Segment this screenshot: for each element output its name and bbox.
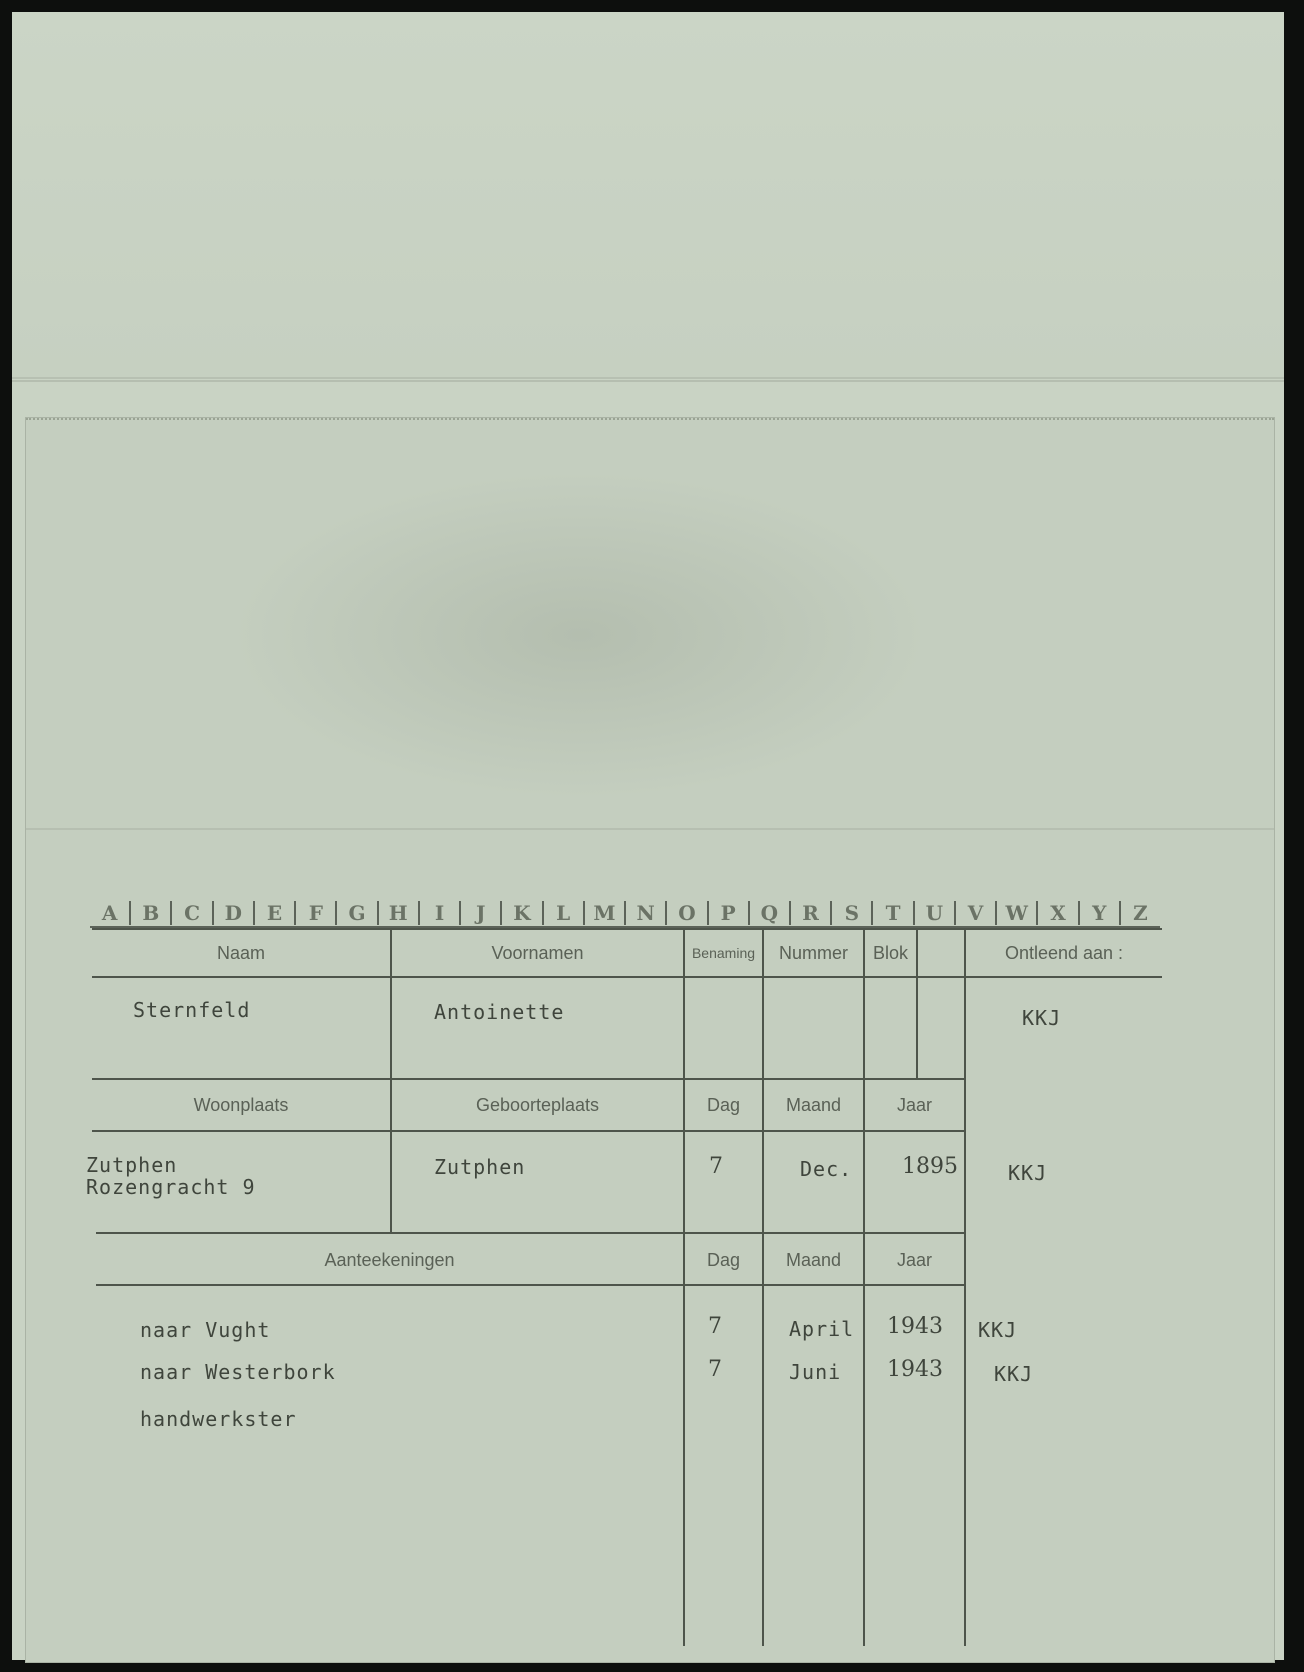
col-divider-blok <box>916 928 918 1078</box>
rule-row2 <box>96 1232 964 1234</box>
rule-row1 <box>92 1078 964 1080</box>
rule-header2 <box>92 1130 964 1132</box>
alphabet-tab: I <box>418 901 459 925</box>
value-geboorte-jaar: 1895 <box>902 1154 958 1179</box>
col-divider-naam <box>390 928 392 1232</box>
note-bron: KKJ <box>978 1318 1018 1342</box>
header-aanteekeningen: Aanteekeningen <box>324 1250 455 1270</box>
note-dag: 7 <box>708 1314 722 1339</box>
header-blok: Blok <box>872 943 908 963</box>
alphabet-tab: G <box>335 901 376 925</box>
col-divider-ontleend <box>964 928 966 1646</box>
note-dag: 7 <box>708 1357 722 1382</box>
alphabet-tab: C <box>170 901 211 925</box>
header-benaming: Benaming <box>691 945 756 961</box>
alphabet-tab: Q <box>748 901 789 925</box>
value-geboorte-maand: Dec. <box>800 1157 853 1181</box>
alphabet-tab: T <box>871 901 912 925</box>
rule-header1 <box>92 976 1162 978</box>
col-divider-nummer <box>863 928 865 1646</box>
alphabet-tab: V <box>954 901 995 925</box>
col-divider-voornamen <box>683 928 685 1646</box>
alphabet-tab: K <box>500 901 541 925</box>
note-text: handwerkster <box>140 1407 297 1431</box>
alphabet-tab: Y <box>1078 901 1119 925</box>
alphabet-tab: U <box>913 901 954 925</box>
alphabet-tab: M <box>583 901 624 925</box>
rule-header3 <box>96 1284 964 1286</box>
header-jaar: Jaar <box>896 1250 932 1270</box>
note-maand: April <box>789 1317 855 1341</box>
alphabet-tab: A <box>101 901 118 925</box>
alphabet-tab: L <box>542 901 583 925</box>
alphabet-tab: J <box>459 901 500 925</box>
value-ontleend: KKJ <box>1008 1161 1048 1185</box>
alphabet-tab: R <box>789 901 830 925</box>
value-geboorte-dag: 7 <box>709 1154 723 1179</box>
alphabet-tab: E <box>253 901 294 925</box>
note-maand: Juni <box>789 1360 842 1384</box>
rule-top <box>92 928 1162 930</box>
header-jaar: Jaar <box>896 1095 932 1115</box>
value-naam: Sternfeld <box>133 998 251 1022</box>
alphabet-tab: P <box>707 901 748 925</box>
header-dag: Dag <box>706 1095 741 1115</box>
alphabet-tab: O <box>665 901 706 925</box>
header-naam: Naam <box>216 943 265 963</box>
note-jaar: 1943 <box>887 1314 943 1339</box>
card-fold-line <box>26 828 1274 830</box>
blank-upper-sheet <box>12 12 1284 379</box>
alphabet-tab: F <box>294 901 335 925</box>
alphabet-tab: H <box>377 901 418 925</box>
value-voornamen: Antoinette <box>434 1000 565 1024</box>
alphabet-tab: S <box>830 901 871 925</box>
header-geboorteplaats: Geboorteplaats <box>475 1095 600 1115</box>
alphabet-tab: D <box>212 901 253 925</box>
alphabet-tab: N <box>624 901 665 925</box>
header-maand: Maand <box>785 1095 842 1115</box>
note-bron: KKJ <box>994 1362 1034 1386</box>
alphabet-tab: B <box>129 901 170 925</box>
note-jaar: 1943 <box>887 1357 943 1382</box>
header-nummer: Nummer <box>778 943 848 963</box>
header-voornamen: Voornamen <box>491 943 584 963</box>
value-geboorteplaats: Zutphen <box>434 1155 526 1179</box>
note-text: naar Westerbork <box>140 1360 336 1384</box>
fold-line <box>12 380 1284 382</box>
alphabet-tab: W <box>995 901 1036 925</box>
header-maand: Maand <box>785 1250 842 1270</box>
col-divider-benaming <box>762 928 764 1646</box>
header-dag: Dag <box>706 1250 741 1270</box>
alphabet-tab-strip <box>90 900 1160 928</box>
value-ontleend: KKJ <box>1022 1006 1062 1030</box>
header-ontleend: Ontleend aan : <box>1004 943 1124 963</box>
value-woonplaats: Zutphen Rozengracht 9 <box>86 1153 256 1199</box>
alphabet-tab: Z <box>1119 901 1160 925</box>
ink-bleed-through <box>230 470 930 800</box>
header-woonplaats: Woonplaats <box>193 1095 289 1115</box>
note-text: naar Vught <box>140 1318 271 1342</box>
alphabet-tab: X <box>1036 901 1077 925</box>
